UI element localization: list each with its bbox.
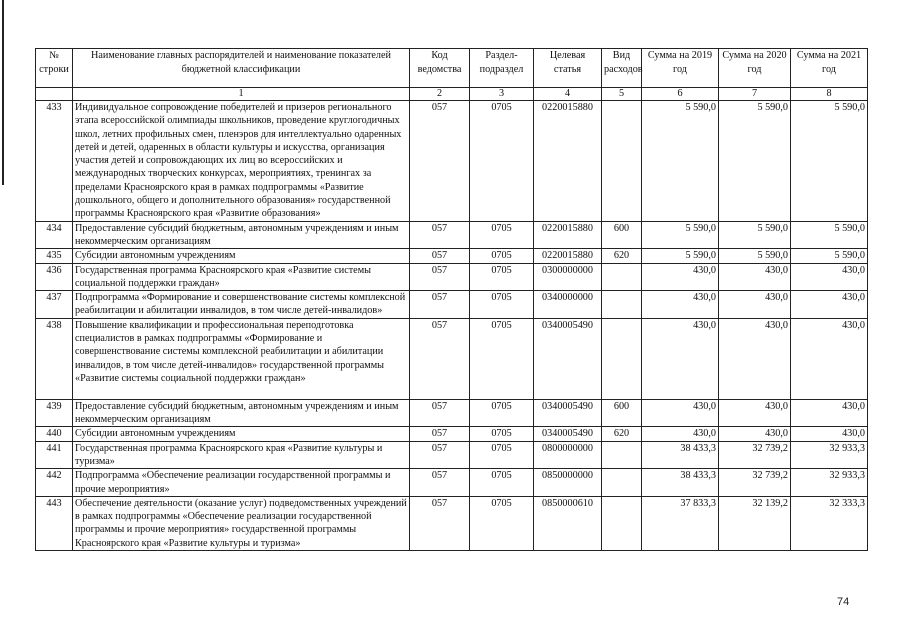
table-row xyxy=(36,441,868,469)
row-exp-type xyxy=(602,441,642,469)
row-section: 0705 xyxy=(470,221,534,249)
row-section: 0705 xyxy=(470,291,534,319)
row-name: Индивидуальное сопровождение победителей и призеров регионального этапа всероссийской олимпиады школьников, проведение круглогодичных школ, летних профильных смен, пленэров для интеллектуально одаренных детей и детей, одаренных в области культуры и искусства, организация участия детей и сопровождающих их лиц во всероссийских и международных творческих конкурсах, мероприятиях, тренингах за пределами Красноярского края в рамках подпрограммы «Развитие дошкольного, общего и дополнительного образования» государственной программы Красноярского края «Развитие образования» xyxy=(73,101,410,222)
header-sum-2021: Сумма на 2021 год xyxy=(791,49,868,88)
row-dept-code: 057 xyxy=(410,318,470,399)
row-exp-type xyxy=(602,263,642,291)
margin-rule xyxy=(2,0,4,185)
table-row xyxy=(36,263,868,291)
row-sum-2019: 38 433,3 xyxy=(642,469,719,497)
row-sum-2020: 32 139,2 xyxy=(719,496,791,550)
row-target: 0850000610 xyxy=(534,496,602,550)
row-number: 439 xyxy=(36,399,73,427)
table-row xyxy=(36,399,868,427)
row-exp-type xyxy=(602,469,642,497)
row-name: Субсидии автономным учреждениям xyxy=(73,249,410,263)
row-number: 434 xyxy=(36,221,73,249)
row-number: 440 xyxy=(36,427,73,441)
row-sum-2021: 5 590,0 xyxy=(791,221,868,249)
row-sum-2021: 430,0 xyxy=(791,399,868,427)
row-exp-type xyxy=(602,496,642,550)
header-exp-type: Вид расходов xyxy=(602,49,642,88)
row-name: Государственная программа Красноярского края «Развитие системы социальной поддержки граждан» xyxy=(73,263,410,291)
row-name: Повышение квалификации и профессиональная переподготовка специалистов в рамках подпрограммы «Формирование и совершенствование системы комплексной реабилитации и абилитации инвалидов, в том числе детей-инвалидов» государственной программы «Развитие системы социальной поддержки граждан» xyxy=(73,318,410,399)
row-number: 436 xyxy=(36,263,73,291)
row-sum-2019: 5 590,0 xyxy=(642,101,719,222)
row-sum-2021: 5 590,0 xyxy=(791,101,868,222)
row-sum-2020: 430,0 xyxy=(719,263,791,291)
row-target: 0340005490 xyxy=(534,427,602,441)
column-number: 4 xyxy=(534,88,602,101)
row-target: 0340005490 xyxy=(534,318,602,399)
row-sum-2021: 5 590,0 xyxy=(791,249,868,263)
row-sum-2019: 430,0 xyxy=(642,291,719,319)
row-section: 0705 xyxy=(470,263,534,291)
row-name: Государственная программа Красноярского края «Развитие культуры и туризма» xyxy=(73,441,410,469)
header-target: Целевая статья xyxy=(534,49,602,88)
row-number: 443 xyxy=(36,496,73,550)
row-sum-2019: 430,0 xyxy=(642,318,719,399)
row-number: 438 xyxy=(36,318,73,399)
row-section: 0705 xyxy=(470,249,534,263)
row-sum-2019: 37 833,3 xyxy=(642,496,719,550)
column-number: 5 xyxy=(602,88,642,101)
header-dept-code: Код ведомства xyxy=(410,49,470,88)
row-number: 433 xyxy=(36,101,73,222)
row-number: 435 xyxy=(36,249,73,263)
row-section: 0705 xyxy=(470,318,534,399)
header-row-no: № строки xyxy=(36,49,73,88)
row-sum-2019: 38 433,3 xyxy=(642,441,719,469)
row-section: 0705 xyxy=(470,496,534,550)
row-number: 437 xyxy=(36,291,73,319)
header-section: Раздел-подраздел xyxy=(470,49,534,88)
row-sum-2019: 5 590,0 xyxy=(642,249,719,263)
row-sum-2020: 430,0 xyxy=(719,427,791,441)
column-number-row xyxy=(36,88,868,101)
row-section: 0705 xyxy=(470,399,534,427)
row-sum-2020: 32 739,2 xyxy=(719,469,791,497)
row-exp-type xyxy=(602,318,642,399)
column-number: 7 xyxy=(719,88,791,101)
row-sum-2019: 430,0 xyxy=(642,263,719,291)
table-row xyxy=(36,221,868,249)
budget-table xyxy=(35,48,868,551)
row-sum-2021: 32 333,3 xyxy=(791,496,868,550)
row-exp-type: 600 xyxy=(602,399,642,427)
row-target: 0220015880 xyxy=(534,221,602,249)
row-exp-type xyxy=(602,101,642,222)
row-section: 0705 xyxy=(470,441,534,469)
row-exp-type: 620 xyxy=(602,427,642,441)
row-section: 0705 xyxy=(470,101,534,222)
row-dept-code: 057 xyxy=(410,427,470,441)
row-sum-2021: 430,0 xyxy=(791,263,868,291)
page-number: 74 xyxy=(837,596,850,608)
row-dept-code: 057 xyxy=(410,249,470,263)
row-dept-code: 057 xyxy=(410,101,470,222)
row-sum-2020: 430,0 xyxy=(719,318,791,399)
row-name: Подпрограмма «Формирование и совершенствование системы комплексной реабилитации и абилитации инвалидов, в том числе детей-инвалидов» xyxy=(73,291,410,319)
row-sum-2021: 32 933,3 xyxy=(791,469,868,497)
row-name: Предоставление субсидий бюджетным, автономным учреждениям и иным некоммерческим организациям xyxy=(73,399,410,427)
row-name: Подпрограмма «Обеспечение реализации государственной программы и прочие мероприятия» xyxy=(73,469,410,497)
row-sum-2020: 5 590,0 xyxy=(719,221,791,249)
row-target: 0300000000 xyxy=(534,263,602,291)
row-target: 0220015880 xyxy=(534,101,602,222)
row-dept-code: 057 xyxy=(410,469,470,497)
row-exp-type xyxy=(602,291,642,319)
row-exp-type: 600 xyxy=(602,221,642,249)
column-number: 6 xyxy=(642,88,719,101)
row-sum-2019: 430,0 xyxy=(642,399,719,427)
header-sum-2020: Сумма на 2020 год xyxy=(719,49,791,88)
table-row xyxy=(36,427,868,441)
row-name: Предоставление субсидий бюджетным, автономным учреждениям и иным некоммерческим организациям xyxy=(73,221,410,249)
row-sum-2021: 430,0 xyxy=(791,318,868,399)
row-dept-code: 057 xyxy=(410,221,470,249)
table-row xyxy=(36,101,868,222)
row-section: 0705 xyxy=(470,469,534,497)
column-number: 2 xyxy=(410,88,470,101)
row-dept-code: 057 xyxy=(410,263,470,291)
row-target: 0850000000 xyxy=(534,469,602,497)
row-sum-2021: 430,0 xyxy=(791,427,868,441)
table-row xyxy=(36,496,868,550)
row-section: 0705 xyxy=(470,427,534,441)
row-number: 441 xyxy=(36,441,73,469)
row-dept-code: 057 xyxy=(410,399,470,427)
column-number: 3 xyxy=(470,88,534,101)
column-number xyxy=(36,88,73,101)
row-sum-2019: 5 590,0 xyxy=(642,221,719,249)
row-sum-2021: 430,0 xyxy=(791,291,868,319)
table-row xyxy=(36,469,868,497)
row-dept-code: 057 xyxy=(410,441,470,469)
column-number: 1 xyxy=(73,88,410,101)
row-dept-code: 057 xyxy=(410,496,470,550)
row-name: Субсидии автономным учреждениям xyxy=(73,427,410,441)
row-sum-2020: 5 590,0 xyxy=(719,249,791,263)
table-row xyxy=(36,318,868,399)
row-target: 0340005490 xyxy=(534,399,602,427)
header-name: Наименование главных распорядителей и наименование показателей бюджетной классификации xyxy=(73,49,410,88)
row-target: 0220015880 xyxy=(534,249,602,263)
row-exp-type: 620 xyxy=(602,249,642,263)
row-sum-2019: 430,0 xyxy=(642,427,719,441)
row-sum-2020: 5 590,0 xyxy=(719,101,791,222)
row-name: Обеспечение деятельности (оказание услуг) подведомственных учреждений в рамках подпрограммы «Обеспечение реализации государственной программы и прочие мероприятия» государственной программы Красноярского края «Развитие культуры и туризма» xyxy=(73,496,410,550)
header-sum-2019: Сумма на 2019 год xyxy=(642,49,719,88)
table-row xyxy=(36,291,868,319)
row-number: 442 xyxy=(36,469,73,497)
row-target: 0340000000 xyxy=(534,291,602,319)
table-row xyxy=(36,249,868,263)
row-sum-2020: 32 739,2 xyxy=(719,441,791,469)
column-number: 8 xyxy=(791,88,868,101)
row-dept-code: 057 xyxy=(410,291,470,319)
row-sum-2020: 430,0 xyxy=(719,399,791,427)
row-sum-2021: 32 933,3 xyxy=(791,441,868,469)
row-target: 0800000000 xyxy=(534,441,602,469)
table-header-row xyxy=(36,49,868,88)
row-sum-2020: 430,0 xyxy=(719,291,791,319)
